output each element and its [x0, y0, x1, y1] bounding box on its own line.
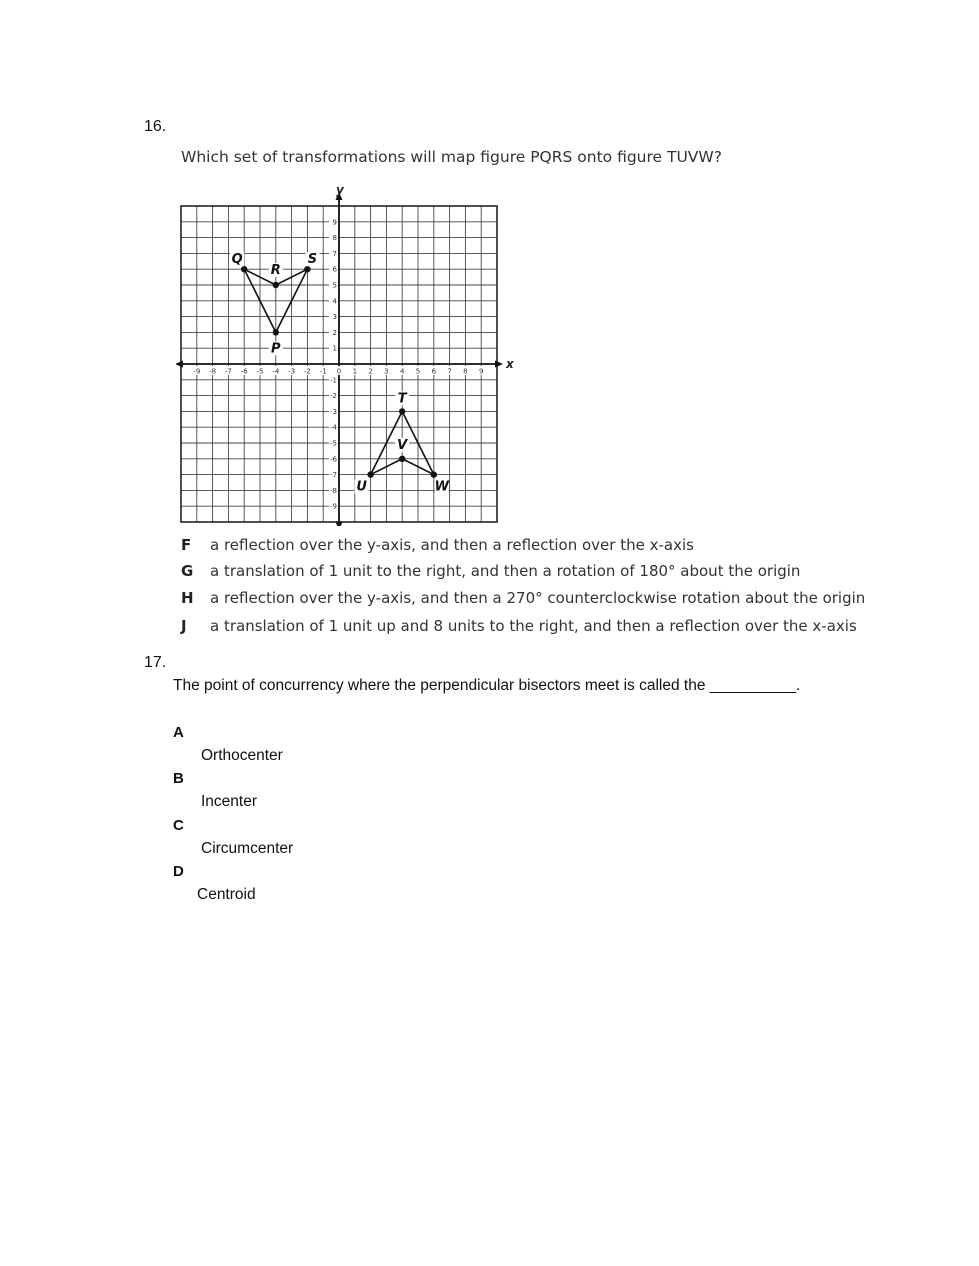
x-axis-arrow	[495, 361, 503, 368]
y-tick-label: -2	[330, 392, 337, 401]
option-letter: J	[181, 617, 187, 635]
x-tick-label: 9	[478, 367, 484, 376]
x-axis-label: x	[506, 357, 514, 371]
vertex-u	[367, 471, 373, 477]
y-tick-label: -5	[330, 439, 337, 448]
option-g[interactable]	[181, 562, 800, 580]
y-tick-label: -7	[330, 471, 337, 480]
option-letter-a: A	[173, 724, 184, 741]
x-tick-label: 5	[415, 367, 421, 376]
option-c[interactable]: Circumcenter	[201, 840, 294, 857]
option-text: a translation of 1 unit up and 8 units to the right, and then a reflection over the x-axis	[210, 617, 857, 635]
question-number: 17.	[144, 654, 167, 671]
vertex-w	[431, 471, 437, 477]
x-tick-label: 6	[431, 367, 437, 376]
x-tick-label: 7	[447, 367, 452, 376]
x-tick-label: 2	[368, 367, 373, 376]
y-tick-label: 3	[332, 313, 337, 322]
vertex-label-v: V	[397, 437, 408, 453]
option-b[interactable]: Incenter	[201, 793, 258, 810]
x-tick-label: -9	[193, 367, 201, 376]
y-tick-label: -6	[330, 455, 337, 464]
vertex-label-t: T	[397, 391, 407, 407]
vertex-r	[273, 282, 279, 288]
y-tick-label: -9	[330, 502, 337, 511]
vertex-label-w: W	[434, 479, 449, 495]
question-prompt: Which set of transformations will map figure PQRS onto figure TUVW?	[181, 148, 722, 166]
x-tick-label: 8	[463, 367, 468, 376]
y-tick-label: 4	[332, 297, 337, 306]
x-tick-label: 3	[384, 367, 389, 376]
vertex-p	[273, 329, 279, 335]
y-axis-arrow-down	[336, 522, 343, 526]
option-text: a reflection over the y-axis, and then a reflection over the x-axis	[210, 536, 694, 554]
option-letter: G	[181, 562, 194, 580]
vertex-label-p: P	[271, 341, 281, 357]
option-j[interactable]	[181, 617, 857, 635]
x-tick-label: 1	[352, 367, 358, 376]
y-tick-label: 8	[332, 234, 337, 243]
vertex-label-r: R	[270, 263, 281, 278]
option-f[interactable]	[181, 536, 694, 554]
y-tick-label: 6	[332, 265, 337, 274]
vertex-t	[399, 408, 405, 414]
question-prompt: The point of concurrency where the perpendicular bisectors meet is called the __________.	[173, 677, 801, 694]
option-letter: H	[181, 589, 194, 607]
x-tick-label: -1	[319, 367, 327, 376]
y-tick-label: -4	[330, 423, 337, 432]
y-axis-label: y	[336, 186, 344, 197]
option-h[interactable]	[181, 589, 865, 607]
option-d[interactable]: Centroid	[197, 886, 256, 903]
option-text: a reflection over the y-axis, and then a 270° counterclockwise rotation about the origin	[210, 589, 866, 607]
x-tick-label: -8	[209, 367, 217, 376]
vertex-v	[399, 456, 405, 462]
vertex-label-u: U	[356, 479, 367, 495]
option-letter-d: D	[173, 863, 184, 880]
y-tick-label: 2	[332, 328, 337, 337]
x-tick-label: -7	[224, 367, 232, 376]
coordinate-graph	[176, 186, 516, 526]
x-tick-label: -5	[256, 367, 264, 376]
vertex-label-s: S	[307, 252, 318, 268]
x-tick-label: 0	[336, 367, 342, 376]
x-tick-label: -2	[303, 367, 311, 376]
x-axis-arrow-left	[176, 361, 183, 368]
y-tick-label: 5	[332, 281, 337, 290]
y-tick-label: -8	[330, 486, 337, 495]
x-tick-label: -3	[288, 367, 296, 376]
x-tick-label: 4	[399, 367, 405, 376]
y-tick-label: -1	[330, 376, 337, 385]
option-a[interactable]: Orthocenter	[201, 747, 283, 764]
x-tick-label: -6	[240, 367, 248, 376]
vertex-label-q: Q	[231, 252, 243, 268]
option-letter: F	[181, 536, 192, 554]
option-letter-c: C	[173, 817, 184, 834]
y-tick-label: 1	[332, 344, 337, 353]
y-tick-label: 9	[332, 218, 337, 227]
y-tick-label: -3	[330, 407, 337, 416]
option-text: a translation of 1 unit to the right, and then a rotation of 180° about the origin	[210, 562, 801, 580]
option-letter-b: B	[173, 770, 184, 787]
x-tick-label: -4	[272, 367, 280, 376]
question-number: 16.	[144, 118, 167, 135]
y-tick-label: 7	[332, 249, 337, 258]
